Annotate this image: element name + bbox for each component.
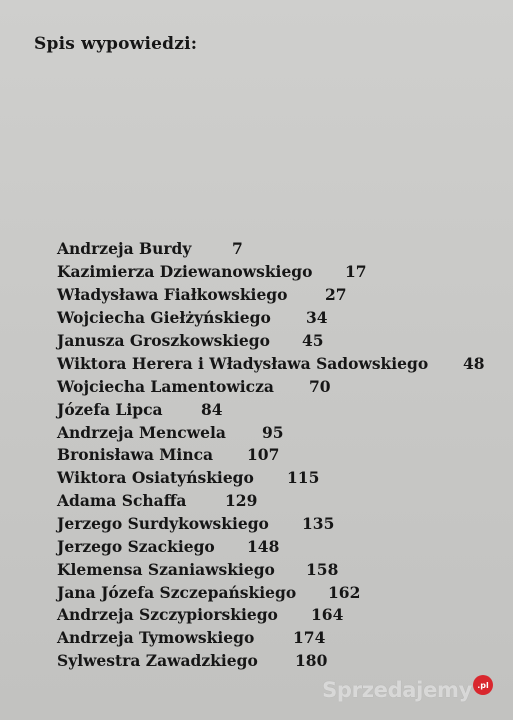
toc-entry-page: 45 <box>302 331 324 350</box>
watermark-badge: .pl <box>473 675 493 695</box>
toc-entry-name: Jerzego Szackiego <box>57 537 215 556</box>
toc-entry-page: 129 <box>225 491 258 510</box>
toc-entry-page: 158 <box>306 560 339 579</box>
toc-entry-page: 180 <box>295 651 328 670</box>
toc-entry-page: 148 <box>247 537 280 556</box>
watermark-text: Sprzedajemy <box>322 678 472 702</box>
toc-entry-name: Sylwestra Zawadzkiego <box>57 651 258 670</box>
toc-entry-name: Andrzeja Burdy <box>57 239 192 258</box>
toc-entry-name: Wojciecha Lamentowicza <box>57 377 274 396</box>
toc-entry-name: Wojciecha Giełżyńskiego <box>57 308 271 327</box>
toc-entry-name: Andrzeja Szczypiorskiego <box>57 605 278 624</box>
page-heading: Spis wypowiedzi: <box>34 34 198 54</box>
toc-entry-page: 164 <box>311 605 344 624</box>
toc-entry-page: 34 <box>306 308 328 327</box>
toc-entry-page: 135 <box>302 514 335 533</box>
toc-entry-page: 115 <box>287 468 320 487</box>
toc-entry-name: Klemensa Szaniawskiego <box>57 560 275 579</box>
toc-entry-name: Jana Józefa Szczepańskiego <box>57 583 297 602</box>
toc-entry-name: Janusza Groszkowskiego <box>57 331 270 350</box>
toc-entry-name: Władysława Fiałkowskiego <box>57 285 288 304</box>
toc-entry-page: 84 <box>201 400 223 419</box>
toc-entry-page: 95 <box>262 423 284 442</box>
toc-entry-name: Jerzego Surdykowskiego <box>57 514 269 533</box>
toc-entry-name: Bronisława Minca <box>57 445 214 464</box>
toc-entry-page: 27 <box>325 285 347 304</box>
watermark <box>322 678 493 702</box>
toc-entry-name: Andrzeja Mencwela <box>57 423 226 442</box>
toc-entry-page: 7 <box>232 239 243 258</box>
toc-entry-page: 107 <box>247 445 280 464</box>
toc-entry-page: 48 <box>463 354 485 373</box>
toc-entry-page: 17 <box>345 262 367 281</box>
toc-entry-name: Andrzeja Tymowskiego <box>57 628 255 647</box>
toc-entry-name: Wiktora Herera i Władysława Sadowskiego <box>57 354 429 373</box>
toc-entry-page: 174 <box>293 628 326 647</box>
toc-entry-name: Adama Schaffa <box>57 491 187 510</box>
toc-entry-name: Józefa Lipca <box>57 400 163 419</box>
toc-entry-page: 162 <box>328 583 361 602</box>
toc-entry-name: Wiktora Osiatyńskiego <box>57 468 254 487</box>
toc-entry-page: 70 <box>309 377 331 396</box>
toc-entry-name: Kazimierza Dziewanowskiego <box>57 262 313 281</box>
